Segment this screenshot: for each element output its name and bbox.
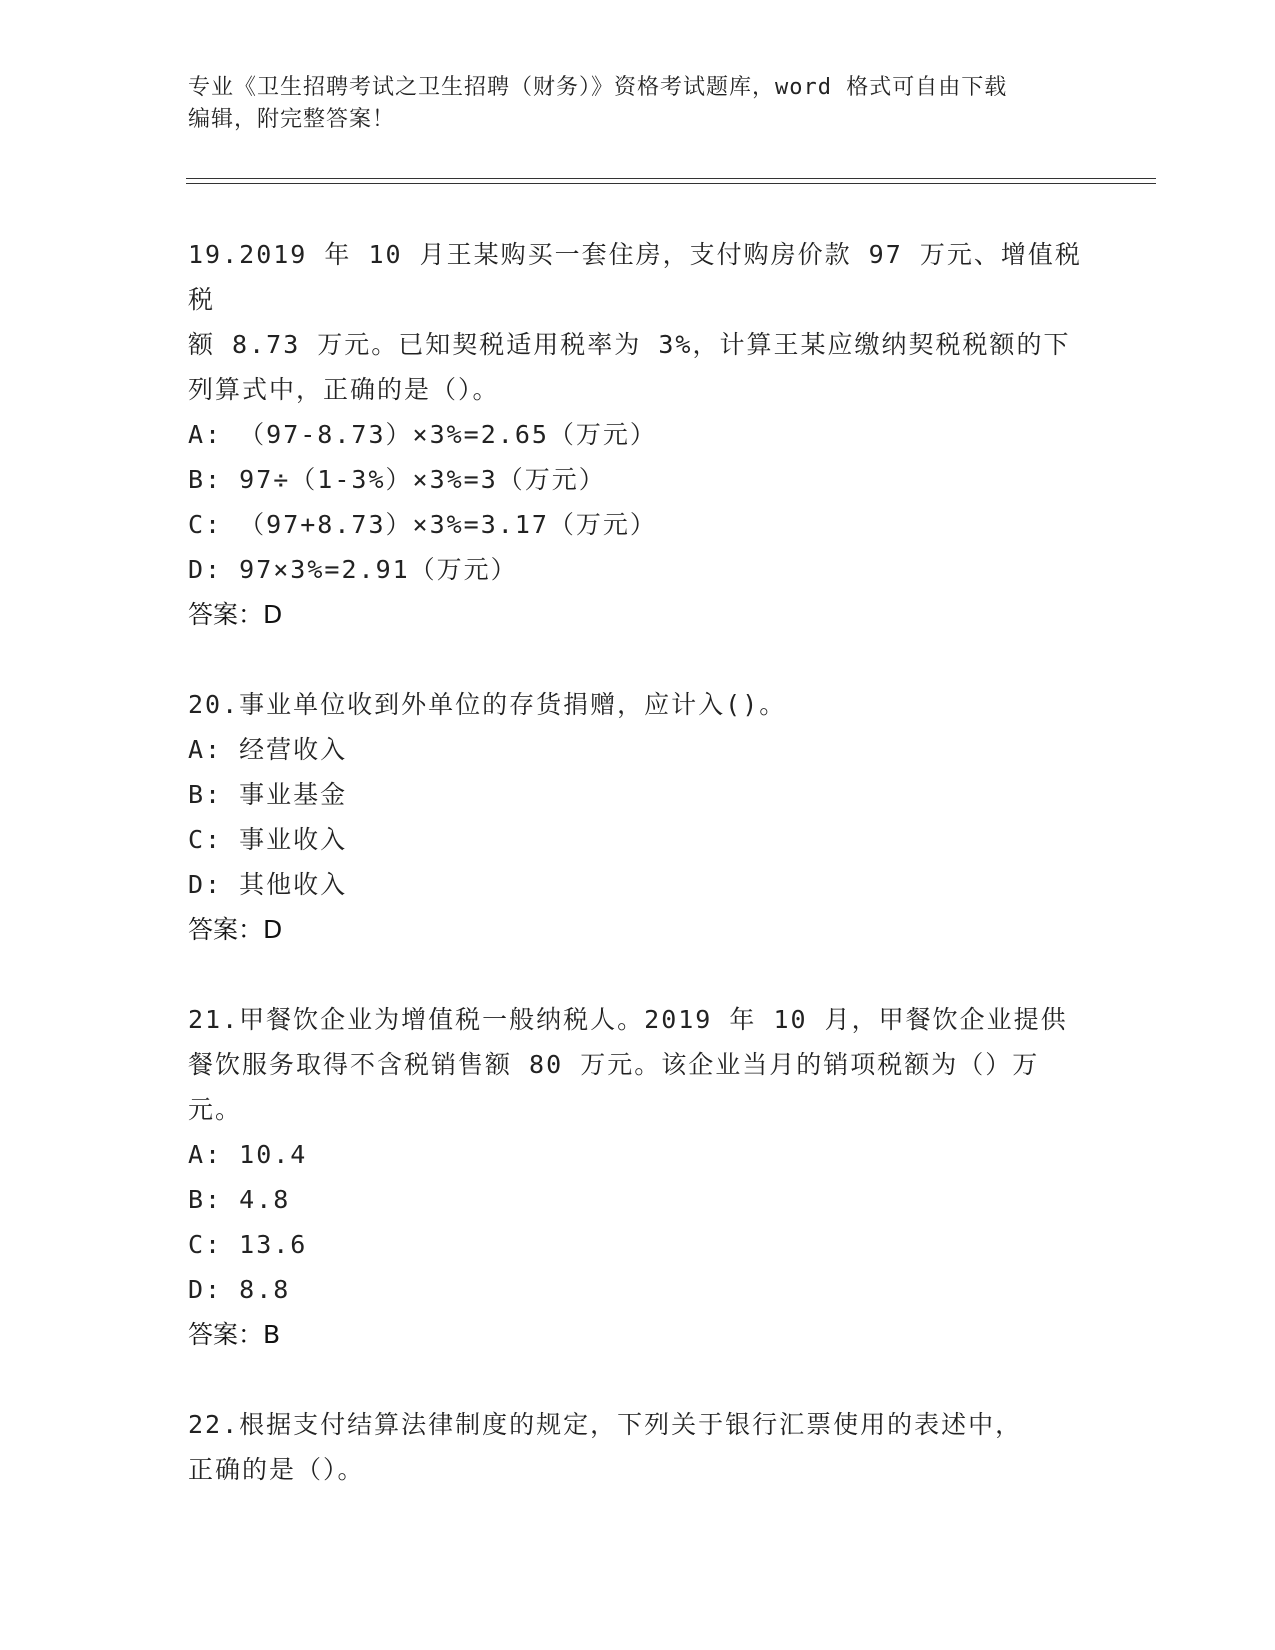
option-b: B: 97÷（1-3%）×3%=3（万元）: [188, 465, 606, 494]
option-b: B: 事业基金: [188, 780, 348, 809]
question-text: 正确的是（）。: [188, 1455, 365, 1484]
spacer: [188, 1357, 1088, 1402]
header-line-1: 专业《卫生招聘考试之卫生招聘（财务）》资格考试题库，word 格式可自由下载: [188, 75, 1008, 100]
option-a: A: 10.4: [188, 1140, 308, 1169]
header-divider-bottom: [186, 183, 1156, 184]
question-text: 22.根据支付结算法律制度的规定，下列关于银行汇票使用的表述中，: [188, 1410, 1023, 1439]
answer: 答案：B: [188, 1320, 281, 1349]
question-text: 19.2019 年 10 月王某购买一套住房，支付购房价款 97 万元、增值税税: [188, 240, 1082, 314]
question-20: [188, 682, 1088, 952]
question-19: [188, 232, 1088, 637]
spacer: [188, 952, 1088, 997]
answer: 答案：D: [188, 915, 283, 944]
option-c: C: 13.6: [188, 1230, 308, 1259]
option-a: A: （97-8.73）×3%=2.65（万元）: [188, 420, 657, 449]
question-text: 20.事业单位收到外单位的存货捐赠，应计入()。: [188, 690, 787, 719]
document-header: [188, 72, 1088, 136]
question-21: [188, 997, 1088, 1357]
question-text: 额 8.73 万元。已知契税适用税率为 3%，计算王某应缴纳契税税额的下: [188, 330, 1071, 359]
header-line-2: 编辑，附完整答案！: [188, 107, 396, 132]
question-list: [188, 232, 1088, 1492]
answer: 答案：D: [188, 600, 283, 629]
spacer: [188, 637, 1088, 682]
question-text: 列算式中，正确的是（）。: [188, 375, 500, 404]
option-d: D: 其他收入: [188, 870, 348, 899]
header-divider-top: [186, 178, 1156, 179]
option-d: D: 97×3%=2.91（万元）: [188, 555, 518, 584]
option-c: C: 事业收入: [188, 825, 348, 854]
option-b: B: 4.8: [188, 1185, 291, 1214]
question-22: [188, 1402, 1088, 1492]
option-c: C: （97+8.73）×3%=3.17（万元）: [188, 510, 657, 539]
option-d: D: 8.8: [188, 1275, 291, 1304]
question-text: 21.甲餐饮企业为增值税一般纳税人。2019 年 10 月，甲餐饮企业提供: [188, 1005, 1068, 1034]
option-a: A: 经营收入: [188, 735, 348, 764]
question-text: 餐饮服务取得不含税销售额 80 万元。该企业当月的销项税额为（）万: [188, 1050, 1040, 1079]
question-text: 元。: [188, 1095, 243, 1124]
